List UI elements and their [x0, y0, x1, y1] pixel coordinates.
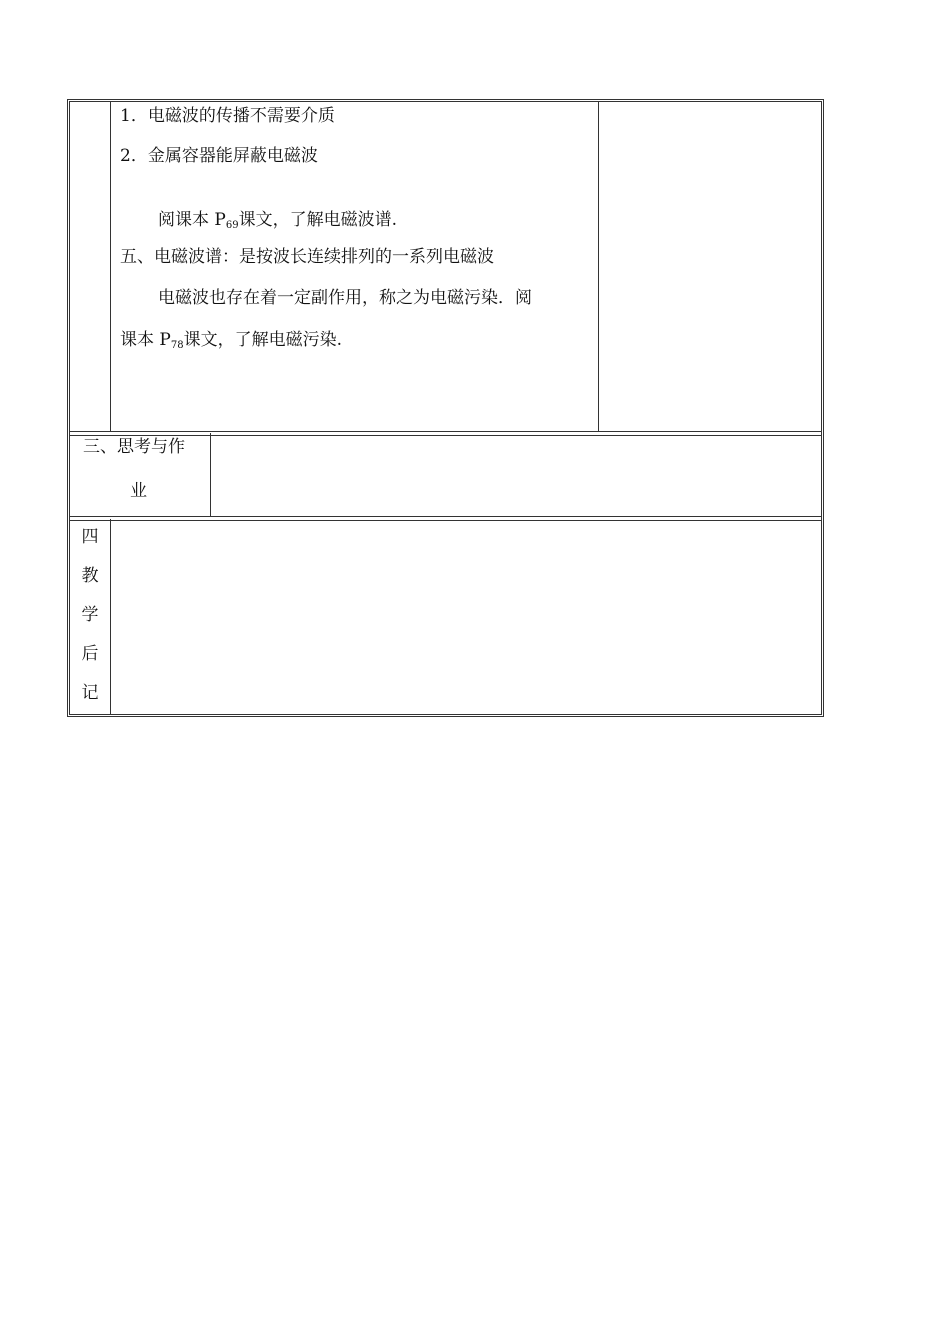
page-number-subscript: 78 — [170, 340, 184, 351]
row2-divider — [210, 433, 211, 517]
section-four-char-4: 后 — [81, 644, 99, 664]
section-four-char-2: 教 — [81, 566, 99, 586]
read-textbook-p69 — [158, 210, 397, 236]
read-suffix: 课文，了解电磁波谱. — [238, 210, 397, 230]
row3-divider — [110, 519, 111, 715]
page-number-subscript: 69 — [225, 220, 239, 231]
read-prefix: 阅课本 P — [158, 210, 226, 230]
lesson-table — [67, 99, 824, 717]
row-divider-1 — [69, 431, 822, 436]
point-1-text: 1．电磁波的传播不需要介质 — [120, 106, 335, 126]
row1-left-divider — [110, 101, 111, 432]
read-prefix: 课本 P — [120, 330, 171, 350]
item-5-spectrum: 五、电磁波谱：是按波长连续排列的一系列电磁波 — [120, 247, 494, 267]
point-2-text: 2．金属容器能屏蔽电磁波 — [120, 146, 318, 166]
section-three-label-line2: 业 — [130, 481, 147, 501]
section-four-char-1: 四 — [81, 527, 99, 547]
read-textbook-p78 — [120, 330, 342, 356]
row-divider-2 — [69, 516, 822, 521]
row1-right-divider — [598, 101, 599, 432]
pollution-line-1: 电磁波也存在着一定副作用，称之为电磁污染．阅 — [158, 288, 532, 308]
section-four-char-5: 记 — [81, 683, 99, 703]
section-three-label-line1: 三、思考与作 — [83, 437, 185, 457]
read-suffix: 课文，了解电磁污染. — [183, 330, 342, 350]
section-four-char-3: 学 — [81, 605, 99, 625]
